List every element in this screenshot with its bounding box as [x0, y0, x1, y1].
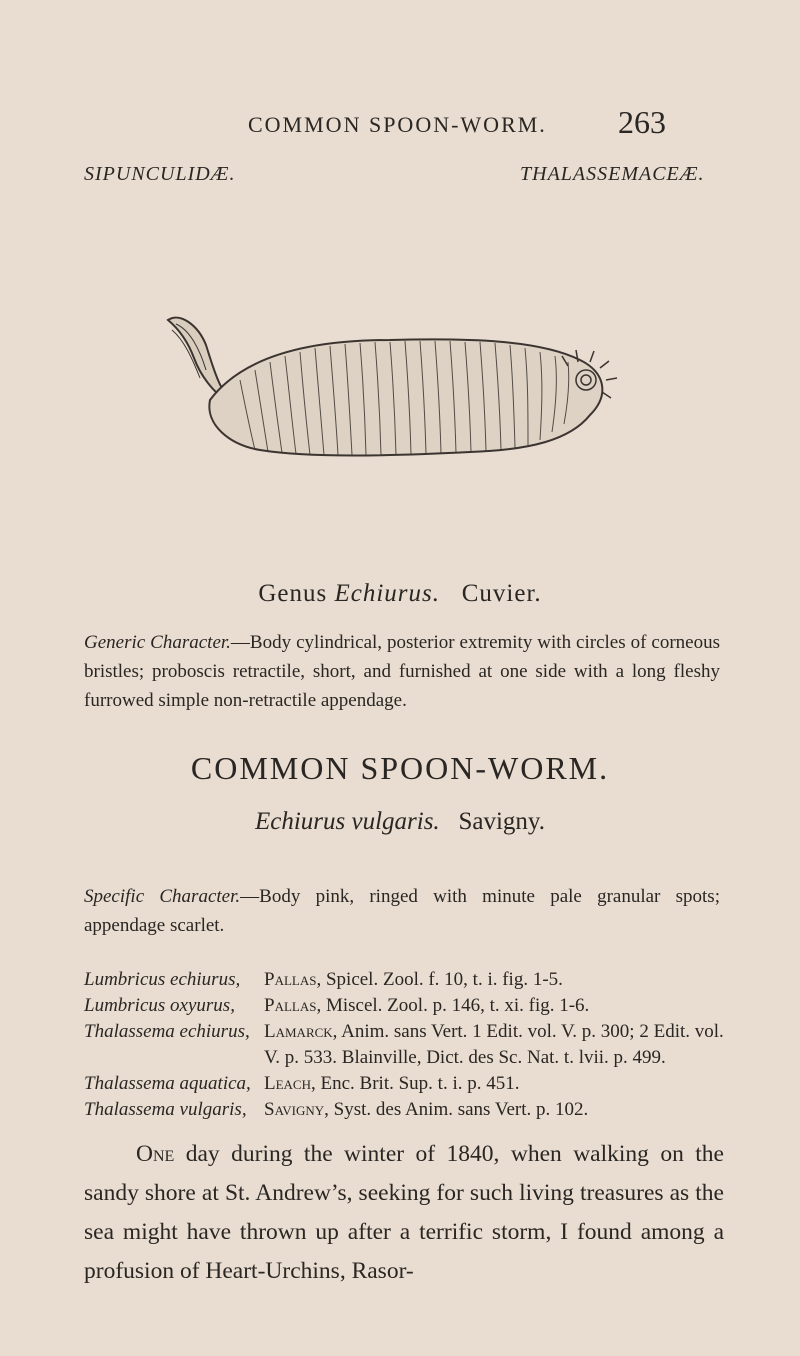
genus-heading — [0, 580, 800, 608]
body-text: day during the winter of 1840, when walking on the sandy shore at St. Andrew’s, seeking for such living treasures as the sea might have thrown up after a terrific storm, I found among a profusion of Heart-Urchins, Rasor- — [84, 1141, 724, 1284]
generic-character — [84, 628, 720, 715]
specific-character-text: —Body pink, ringed with minute pale granular spots; appendage scarlet. — [84, 886, 720, 936]
synonym-entry — [84, 967, 724, 993]
generic-character-text: —Body cylindrical, posterior extremity with circles of corneous bristles; proboscis retractile, short, and furnished at one side with a long fleshy furrowed simple non-retractile appendage. — [84, 632, 720, 711]
synonym-author: Leach — [264, 1073, 311, 1094]
generic-character-label: Generic Character. — [84, 632, 231, 653]
synonym-author: Pallas — [264, 969, 317, 990]
synonym-ref: , Spicel. Zool. f. 10, t. i. fig. 1-5. — [316, 969, 563, 990]
synonym-ref: , Syst. des Anim. sans Vert. p. 102. — [324, 1099, 589, 1120]
binomial-heading — [0, 808, 800, 836]
synonym-ref: , Anim. sans Vert. 1 Edit. vol. V. p. 300; 2 Edit. vol. V. p. 533. Blainville, Dict. des Sc. Nat. t. lvii. p. 499. — [264, 1021, 724, 1068]
specific-character — [84, 882, 720, 940]
synonym-entry — [84, 1071, 724, 1097]
synonym-author: Pallas — [264, 995, 317, 1016]
specific-character-label: Specific Character. — [84, 886, 241, 907]
family-heading-left: SIPUNCULIDÆ. — [84, 163, 236, 185]
synonym-name: Thalassema vulgaris, — [84, 1099, 247, 1120]
synonym-name: Thalassema aquatica, — [84, 1073, 251, 1094]
page-number: 263 — [618, 104, 666, 140]
synonym-entry — [84, 1019, 724, 1071]
genus-author: Cuvier. — [461, 580, 542, 607]
synonym-name: Lumbricus oxyurus, — [84, 995, 235, 1016]
synonym-entry — [84, 993, 724, 1019]
binomial-name: Echiurus vulgaris. — [254, 808, 440, 835]
body-paragraph — [84, 1135, 724, 1291]
body-lead-word: One — [136, 1141, 175, 1167]
synonym-author: Savigny — [264, 1099, 325, 1120]
synonym-ref: , Miscel. Zool. p. 146, t. xi. fig. 1-6. — [316, 995, 590, 1016]
running-title: COMMON SPOON-WORM. — [248, 112, 547, 137]
synonym-ref: , Enc. Brit. Sup. t. i. p. 451. — [311, 1073, 520, 1094]
synonym-author: Lamarck — [264, 1021, 333, 1042]
genus-label: Genus — [258, 580, 328, 607]
species-title: COMMON SPOON-WORM. — [190, 750, 610, 786]
synonymy-list — [84, 967, 724, 1123]
genus-name: Echiurus. — [334, 580, 440, 607]
synonym-entry — [84, 1097, 724, 1123]
binomial-author: Savigny. — [458, 808, 546, 835]
synonym-name: Thalassema echiurus, — [84, 1021, 250, 1042]
family-heading-right: THALASSEMACEÆ. — [520, 163, 705, 185]
spoon-worm-engraving-icon — [150, 300, 630, 480]
synonym-name: Lumbricus echiurus, — [84, 969, 241, 990]
